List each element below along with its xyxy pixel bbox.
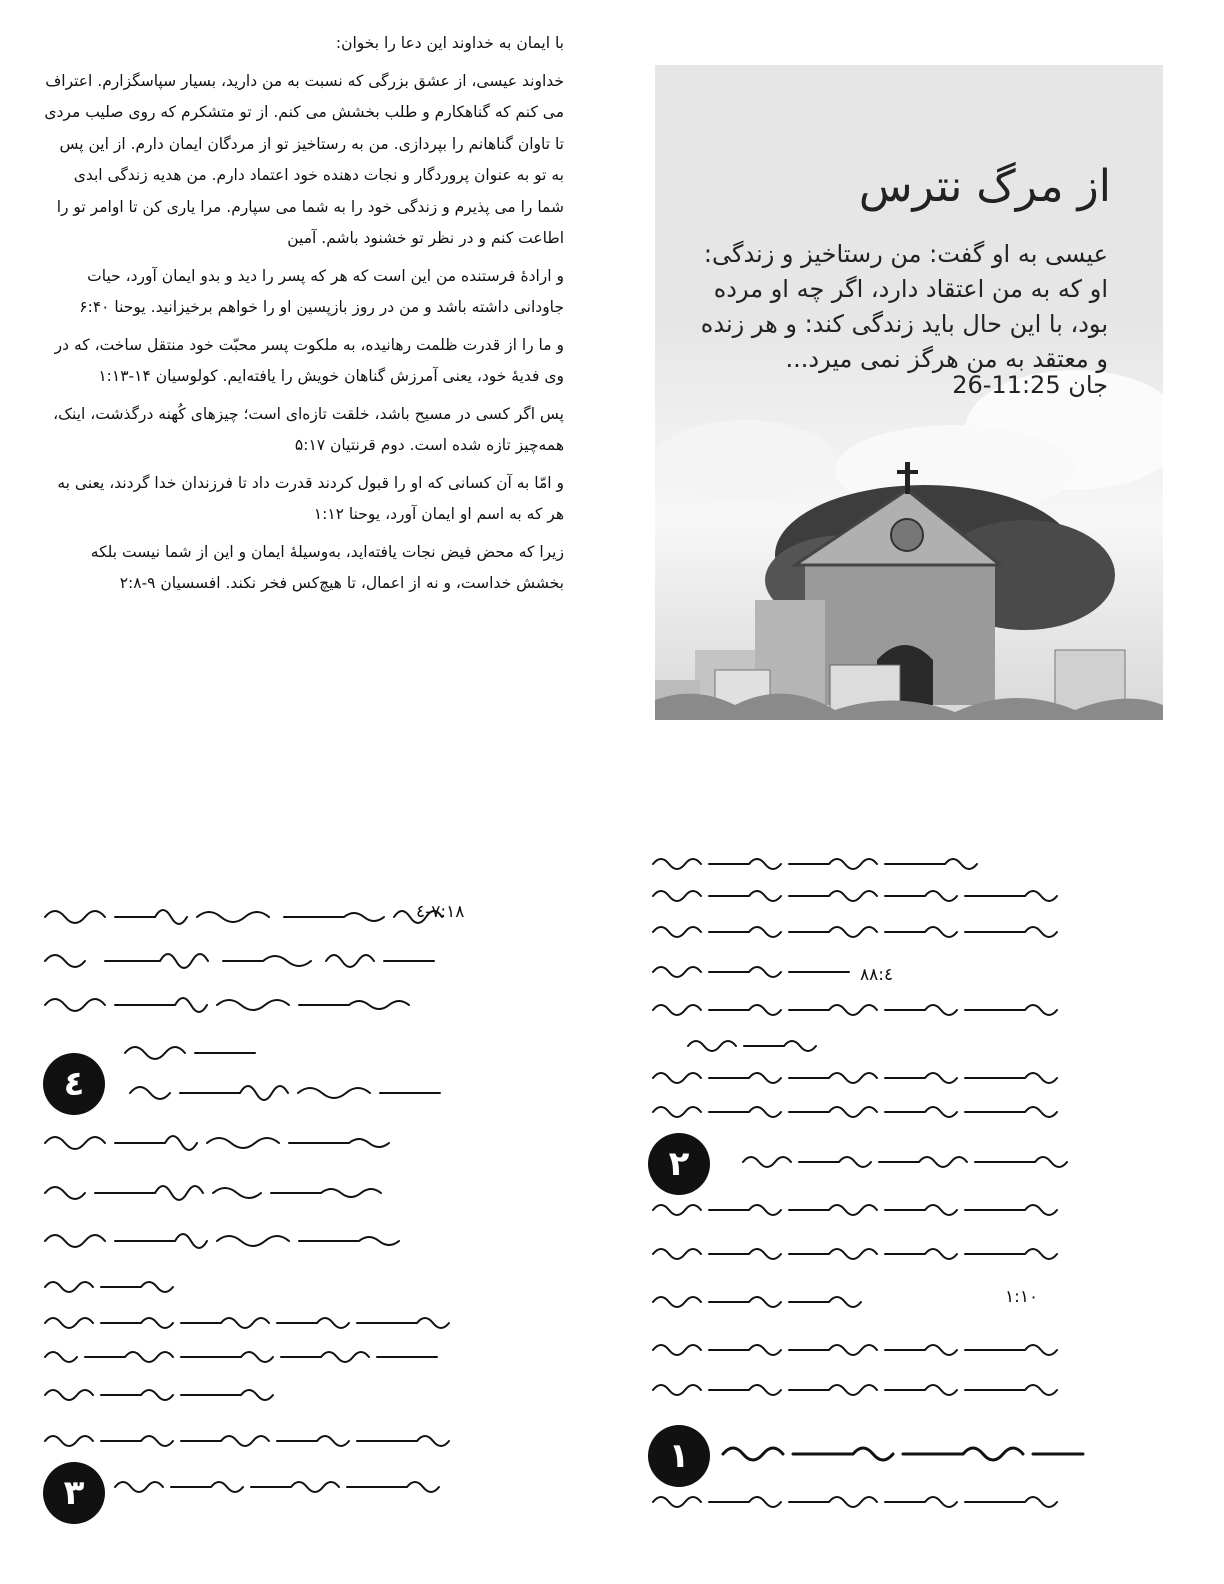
prayer-column [44, 28, 564, 606]
verse-john-1-12: و امّا به آن کسانی که او را قبول کردند قدرت داد تا فرزندان خدا گردند، یعنی به هر که به اسم او ایمان آورد، یوحنا ۱:۱۲ [57, 473, 564, 523]
cover-verse: عیسی به او گفت: من رستاخیز و زندگی: او که به من اعتقاد دارد، اگر چه او مرده بود، با این حال باید زندگی کند: و هر زنده و معتقد به من هرگز نمی میرد... [700, 240, 1108, 373]
script-ref-2: ٨٨:٤ [860, 965, 894, 985]
script-text-right [648, 850, 1173, 1530]
verse-colossians: و ما را از قدرت ظلمت رهانیده، به ملکوت پسر محبّت خود منتقل ساخت، که در وی فدیهٔ خود، یعنی آمرزش گناهان خویش را یافته‌ایم. کولوسیان ۱۴-۱:۱۳ [54, 335, 564, 385]
verse-john-6-40: و ارادهٔ فرستنده من این است که هر که پسر را دید و بدو ایمان آورد، حیات جاودانی داشته باشد و من در روز بازپسین او را خواهم برخیزانید. یوحنا ۶:۴۰ [79, 266, 564, 316]
prayer-body: خداوند عیسی، از عشق بزرگی که نسبت به من دارید، بسیار سپاسگزارم. اعتراف می کنم که گناهکارم و طلب بخشش می کنم. از تو متشکرم که روی صلیب مردی تا تاوان گناهانم را بپردازی. من به رستاخیز تو از مردگان ایمان دارم. از این پس به تو به عنوان پروردگار و نجات دهنده خود اعتماد دارم. من هدیه زندگی ابدی شما را می پذیرم و زندگی خود را به شما می سپارم. مرا یاری کن تا اوامر تو را اطاعت کنم و در نظر تو خشنود باشم. آمین [44, 71, 564, 247]
cover-title: از مرگ نترس [858, 161, 1111, 212]
badge-4: ٤ [43, 1053, 105, 1115]
prayer-heading: با ایمان به خداوند این دعا را بخوان: [335, 34, 564, 52]
cover-reference: جان 11:25-26 [952, 371, 1108, 399]
badge-3: ٣ [43, 1462, 105, 1524]
verse-2-corinthians: پس اگر کسی در مسیح باشد، خلقت تازه‌ای است؛ چیزهای کُهنه درگذشت، اینک، همه‌چیز تازه شده است. دوم قرنتیان ۵:۱۷ [53, 404, 564, 454]
script-ref-3: ١:١٠ [1005, 1287, 1039, 1307]
script-ref-1: ٧:١٨-٤ [416, 902, 465, 922]
script-text-left [40, 895, 565, 1535]
badge-2: ٢ [648, 1133, 710, 1195]
verse-ephesians: زیرا که محض فیض نجات یافته‌اید، به‌وسیلهٔ ایمان و این از شما نیست بلکه بخشش خداست، و نه از اعمال، تا هیچ‌کس فخر نکند. افسسیان ۹-۲:۸ [90, 542, 564, 592]
cover-card [655, 65, 1163, 720]
badge-1: ١ [648, 1425, 710, 1487]
